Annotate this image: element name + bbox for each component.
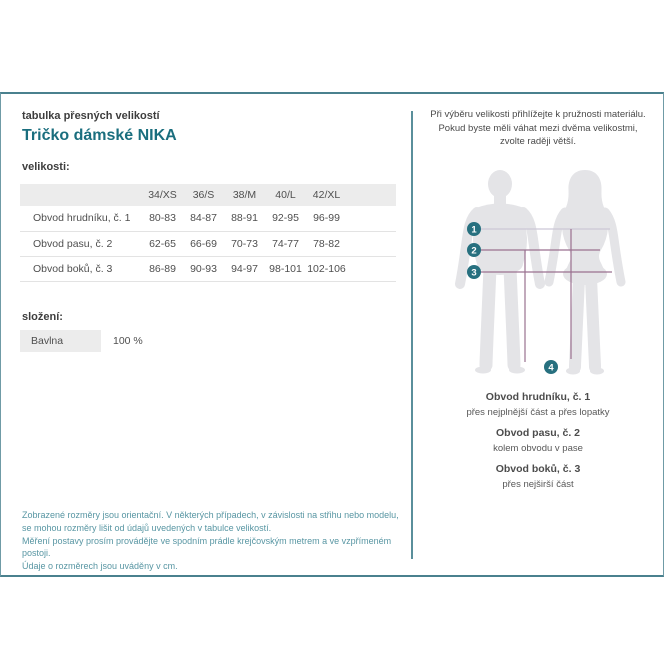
marker-1-badge [467,222,481,236]
size-column-header: 40/L [265,184,306,206]
measurement-title: Obvod hrudníku, č. 1 [485,391,591,403]
size-column-header: 38/M [224,184,265,206]
disclaimer-line: Údaje o rozměrech jsou uváděny v cm. [22,561,178,572]
advice-line: zvolte raději větší. [499,136,577,147]
cell-value: 84-87 [183,206,224,231]
marker-2-badge [467,243,481,257]
disclaimer-line: Zobrazené rozměry jsou orientační. V některých případech, v závislosti na střihu nebo modelu, [22,510,399,520]
table-row-chest [20,206,396,231]
cell-value: 80-83 [142,206,183,231]
cell-value: 98-101 [265,256,306,281]
marker-1-number: 1 [471,224,477,236]
cell-value: 96-99 [306,206,347,231]
disclaimer-text [22,509,408,573]
cell-value: 70-73 [224,231,265,256]
measurement-diagram [438,164,662,380]
measurement-description: přes nejširší část [502,479,574,490]
size-table-filler-header [347,184,396,206]
row-label: Obvod boků, č. 3 [20,256,142,281]
marker-3-number: 3 [471,267,477,279]
cell-filler [347,206,396,231]
cell-value: 94-97 [224,256,265,281]
cell-filler [347,231,396,256]
measurement-description: kolem obvodu v pase [493,443,583,454]
marker-3-badge [467,265,481,279]
measurement-description: přes nejplnější část a přes lopatky [466,407,610,418]
size-column-header: 36/S [183,184,224,206]
table-row-hips [20,256,396,281]
cell-value: 74-77 [265,231,306,256]
row-label: Obvod pasu, č. 2 [20,231,142,256]
size-table-corner-cell [20,184,142,206]
marker-4-number: 4 [548,362,554,374]
advice-line: Pokud byste měli váhat mezi dvěma velikostmi, [438,122,638,134]
cell-filler [347,256,396,281]
disclaimer-line: se mohou rozměry lišit od údajů uvedených v tabulce velikostí. [22,522,272,533]
cell-value: 102-106 [306,256,347,281]
composition-section-label: složení: [22,311,63,323]
cell-value: 62-65 [142,231,183,256]
cell-value: 78-82 [306,231,347,256]
page-title: Tričko dámské NIKA [22,127,177,144]
measurement-title: Obvod boků, č. 3 [495,463,581,475]
measurement-legend [412,389,664,497]
row-label: Obvod hrudníku, č. 1 [20,206,142,231]
measurement-title: Obvod pasu, č. 2 [495,427,581,439]
size-table [20,184,396,282]
size-table-header-row [20,184,396,206]
size-advice-text [412,108,664,149]
cell-value: 90-93 [183,256,224,281]
sizes-section-label: velikosti: [22,161,70,173]
table-eyebrow-label: tabulka přesných velikostí [22,110,160,122]
cell-value: 88-91 [224,206,265,231]
advice-line: Při výběru velikosti přihlížejte k pružnosti materiálu. [430,109,646,120]
size-column-header: 42/XL [306,184,347,206]
cell-value: 92-95 [265,206,306,231]
marker-4-badge [544,360,558,374]
disclaimer-line: Měření postavy prosím provádějte ve spodním prádle krejčovským metrem a ve vzpřímeném postoji. [22,535,392,559]
cell-value: 66-69 [183,231,224,256]
material-percentage: 100 % [113,335,143,347]
size-column-header: 34/XS [142,184,183,206]
cell-value: 86-89 [142,256,183,281]
marker-2-number: 2 [471,245,477,257]
material-name: Bavlna [20,330,101,352]
table-row-waist [20,231,396,256]
